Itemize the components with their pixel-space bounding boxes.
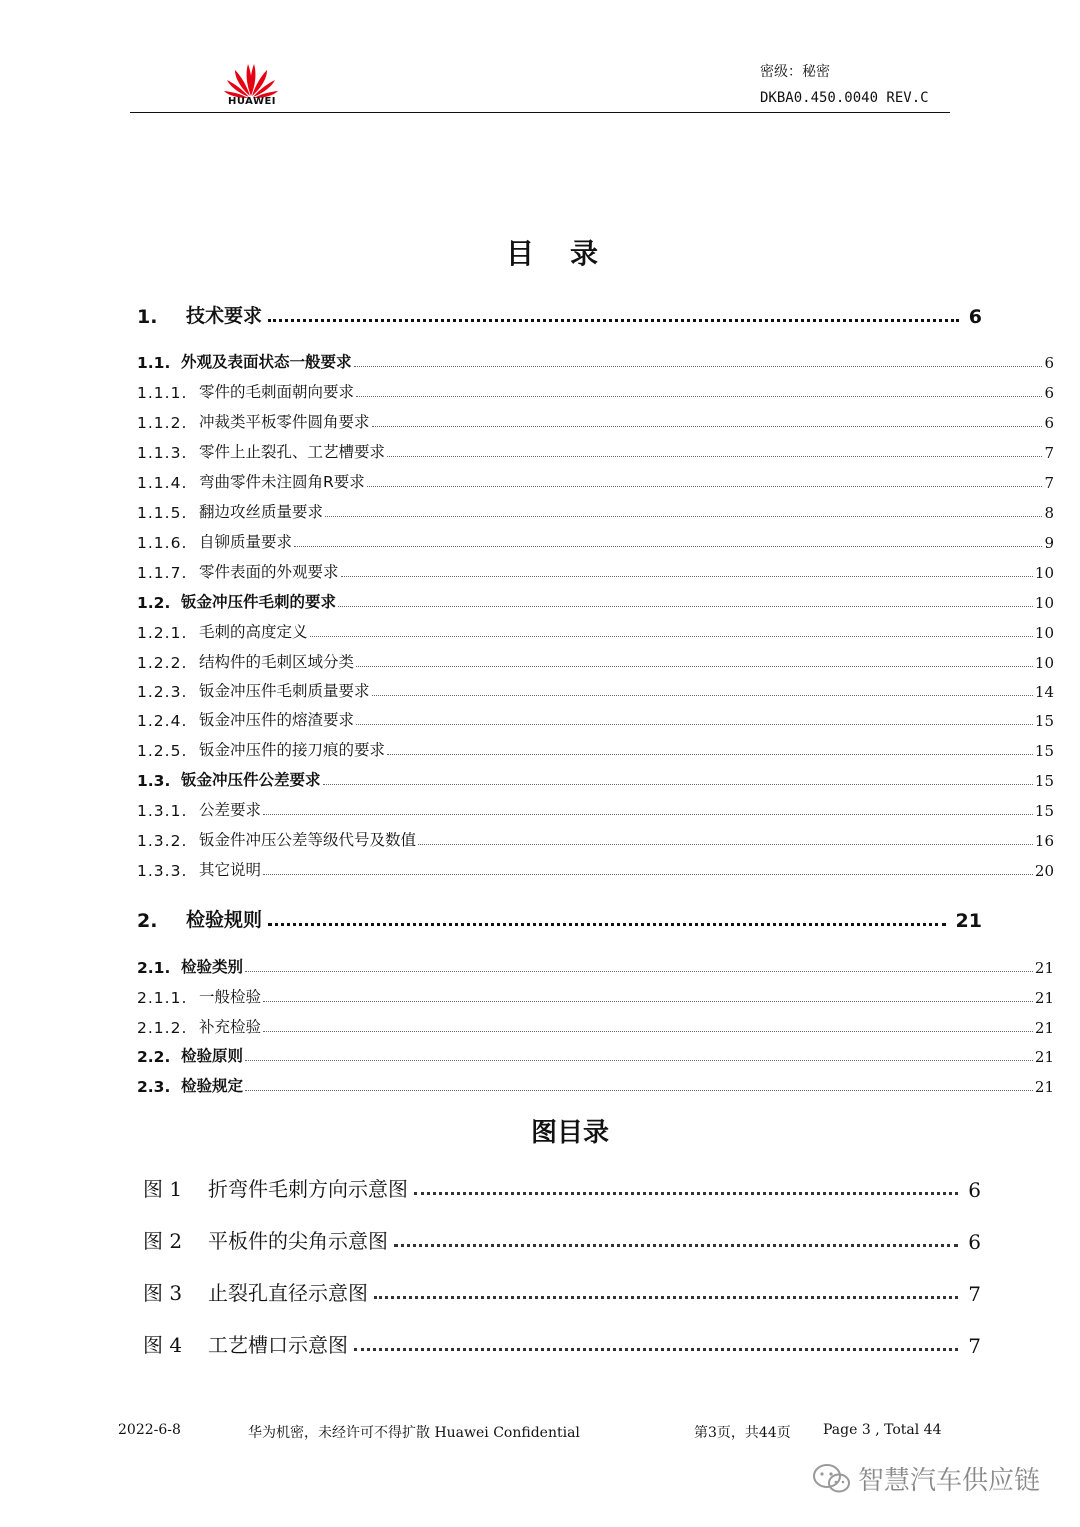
watermark: [812, 1460, 1040, 1497]
toc-leader-dots: [268, 923, 946, 926]
toc-leader-dots: [418, 844, 1033, 845]
toc-entry[interactable]: [137, 650, 1054, 672]
toc-entry-page: 15: [1034, 712, 1054, 730]
footer-page-cn: 第3页，共44页: [694, 1425, 791, 1441]
figure-page: 7: [968, 1282, 981, 1306]
toc-entry-label: 其它说明: [199, 861, 262, 879]
toc-entry[interactable]: [137, 955, 1054, 977]
toc-entry-label: 钣金冲压件公差要求: [181, 771, 321, 789]
figure-number: 图 4: [143, 1333, 183, 1357]
toc-entry[interactable]: [137, 708, 1054, 730]
toc-entry-label: 补充检验: [199, 1018, 262, 1036]
figure-leader-dots: [394, 1244, 958, 1247]
toc-entry-page: 16: [1034, 832, 1054, 850]
toc-entry-number: 1.3.: [137, 772, 171, 790]
toc-leader-dots: [356, 666, 1033, 667]
toc-entry[interactable]: [137, 440, 1054, 462]
watermark-text: 智慧汽车供应链: [858, 1466, 1041, 1496]
toc-entry-label: 翻边攻丝质量要求: [199, 503, 324, 521]
figure-page: 7: [968, 1334, 981, 1358]
toc-entry[interactable]: [137, 858, 1054, 880]
toc-leader-dots: [245, 971, 1033, 972]
toc-entry-number: 2.3.: [137, 1078, 171, 1096]
toc-entry-label: 钣金冲压件毛刺质量要求: [199, 682, 370, 700]
toc-entry-page: 21: [1034, 1019, 1054, 1037]
toc-leader-dots: [294, 546, 1042, 547]
toc-entry[interactable]: [137, 470, 1054, 492]
toc-leader-dots: [356, 396, 1042, 397]
toc-entry[interactable]: [137, 560, 1054, 582]
toc-entry[interactable]: [137, 1015, 1054, 1037]
toc-leader-dots: [263, 1001, 1033, 1002]
toc-leader-dots: [323, 784, 1033, 785]
toc-entry-label: 毛刺的高度定义: [199, 623, 308, 641]
toc-entry[interactable]: [137, 798, 1054, 820]
toc-entry-number: 2.2.: [137, 1048, 171, 1066]
toc-leader-dots: [325, 516, 1042, 517]
figure-leader-dots: [414, 1192, 958, 1195]
toc-entry-page: 9: [1044, 534, 1054, 552]
figure-number: 图 2: [143, 1229, 183, 1253]
toc-entry-page: 15: [1034, 772, 1054, 790]
toc-entry-label: 结构件的毛刺区域分类: [199, 653, 355, 671]
toc-entry-page: 6: [1044, 414, 1054, 432]
toc-entry-label: 钣金件冲压公差等级代号及数值: [199, 831, 417, 849]
toc-entry-number: 1.2.3.: [137, 683, 188, 701]
toc-leader-dots: [245, 1060, 1033, 1061]
toc-leader-dots: [263, 874, 1033, 875]
toc-entry-number: 1.2.1.: [137, 624, 188, 642]
toc-entry-number: 1.1.7.: [137, 564, 188, 582]
toc-entry[interactable]: [137, 679, 1054, 701]
toc-entry-label: 自铆质量要求: [199, 533, 293, 551]
wechat-icon: [812, 1462, 852, 1496]
toc-entry-page: 6: [1044, 354, 1054, 372]
footer-page-en: Page 3 , Total 44: [823, 1422, 942, 1438]
figure-label: 工艺槽口示意图: [208, 1333, 348, 1357]
logo-text: HUAWEI: [227, 96, 277, 107]
header-divider: [130, 112, 950, 113]
figure-page: 6: [968, 1178, 981, 1202]
classification-label: 密级：秘密: [760, 64, 830, 80]
toc-entry-label: 检验原则: [181, 1047, 244, 1065]
toc-leader-dots: [263, 1031, 1033, 1032]
toc-entry-page: 14: [1034, 683, 1054, 701]
toc-entry-label: 钣金冲压件的接刀痕的要求: [199, 741, 386, 759]
toc-entry[interactable]: [137, 1044, 1054, 1066]
toc-entry-page: 15: [1034, 742, 1054, 760]
toc-entry-number: 1.2.2.: [137, 654, 188, 672]
footer-date: 2022-6-8: [118, 1422, 181, 1438]
toc-leader-dots: [354, 366, 1043, 367]
toc-entry-page: 7: [1044, 444, 1054, 462]
toc-entry-number: 1.3.3.: [137, 862, 188, 880]
toc-leader-dots: [268, 319, 959, 322]
toc-entry-page: 10: [1034, 594, 1054, 612]
figure-number: 图 3: [143, 1281, 183, 1305]
toc-entry-number: 1.1.4.: [137, 474, 188, 492]
toc-entry-page: 20: [1034, 862, 1054, 880]
toc-entry-page: 15: [1034, 802, 1054, 820]
toc-entry-label: 外观及表面状态一般要求: [181, 353, 352, 371]
toc-entry-label: 冲裁类平板零件圆角要求: [199, 413, 370, 431]
figure-leader-dots: [374, 1296, 958, 1299]
toc-leader-dots: [367, 486, 1043, 487]
figure-label: 折弯件毛刺方向示意图: [208, 1177, 408, 1201]
toc-leader-dots: [372, 695, 1033, 696]
toc-entry-number: 1.1.: [137, 354, 171, 372]
document-number: DKBA0.450.0040 REV.C: [760, 90, 929, 106]
toc-entry-page: 21: [1034, 989, 1054, 1007]
toc-entry-page: 8: [1044, 504, 1054, 522]
toc-leader-dots: [372, 426, 1043, 427]
toc-entry[interactable]: [137, 350, 1054, 372]
toc-entry-page: 21: [955, 910, 982, 932]
toc-entry[interactable]: [137, 500, 1054, 522]
toc-entry-number: 1.2.: [137, 594, 171, 612]
toc-entry[interactable]: [137, 410, 1054, 432]
figure-label: 平板件的尖角示意图: [208, 1229, 388, 1253]
toc-entry-page: 10: [1034, 624, 1054, 642]
toc-entry-page: 21: [1034, 959, 1054, 977]
figure-entry[interactable]: [143, 1328, 981, 1358]
toc-entry-label: 检验规定: [181, 1077, 244, 1095]
toc-leader-dots: [341, 576, 1033, 577]
figure-page: 6: [968, 1230, 981, 1254]
toc-entry[interactable]: [137, 530, 1054, 552]
toc-entry[interactable]: [137, 620, 1054, 642]
toc-entry-label: 零件上止裂孔、工艺槽要求: [199, 443, 386, 461]
toc-entry[interactable]: [137, 985, 1054, 1007]
toc-entry[interactable]: [137, 738, 1054, 760]
figure-number: 图 1: [143, 1177, 183, 1201]
toc-leader-dots: [263, 814, 1033, 815]
toc-entry-number: 1.3.1.: [137, 802, 188, 820]
toc-entry-label: 零件的毛刺面朝向要求: [199, 383, 355, 401]
toc-entry-label: 检验类别: [181, 958, 244, 976]
figure-leader-dots: [354, 1348, 958, 1351]
toc-entry-label: 零件表面的外观要求: [199, 563, 339, 581]
toc-entry-number: 1.2.4.: [137, 712, 188, 730]
toc-leader-dots: [310, 636, 1033, 637]
figures-title: 图目录: [530, 1118, 609, 1148]
toc-entry-label: 钣金冲压件毛刺的要求: [181, 593, 337, 611]
toc-entry[interactable]: [137, 1074, 1054, 1096]
toc-entry-page: 7: [1044, 474, 1054, 492]
toc-entry-label: 检验规则: [186, 909, 263, 931]
figure-entry[interactable]: [143, 1276, 981, 1306]
toc-entry[interactable]: [137, 828, 1054, 850]
toc-leader-dots: [387, 456, 1042, 457]
toc-entry-number: 1.1.5.: [137, 504, 188, 522]
page-title: 目录: [505, 237, 634, 270]
figure-label: 止裂孔直径示意图: [208, 1281, 368, 1305]
toc-entry[interactable]: [137, 300, 982, 328]
toc-entry-page: 6: [1044, 384, 1054, 402]
figure-entry[interactable]: [143, 1172, 981, 1202]
toc-entry-number: 2.1.2.: [137, 1019, 188, 1037]
toc-entry-page: 6: [968, 306, 982, 328]
toc-entry-number: 1.: [137, 306, 158, 328]
toc-leader-dots: [338, 606, 1033, 607]
toc-entry-label: 公差要求: [199, 801, 262, 819]
toc-entry-page: 10: [1034, 654, 1054, 672]
toc-entry-number: 2.1.1.: [137, 989, 188, 1007]
toc-entry[interactable]: [137, 768, 1054, 790]
toc-entry-page: 10: [1034, 564, 1054, 582]
toc-entry-page: 21: [1034, 1048, 1054, 1066]
toc-entry[interactable]: [137, 590, 1054, 612]
toc-entry-number: 1.1.6.: [137, 534, 188, 552]
toc-entry-number: 2.1.: [137, 959, 171, 977]
footer-confidential: 华为机密，未经许可不得扩散 Huawei Confidential: [248, 1425, 580, 1441]
toc-leader-dots: [356, 724, 1033, 725]
toc-entry-number: 1.1.1.: [137, 384, 188, 402]
toc-entry-number: 1.3.2.: [137, 832, 188, 850]
toc-entry-page: 21: [1034, 1078, 1054, 1096]
toc-entry-number: 1.1.2.: [137, 414, 188, 432]
toc-leader-dots: [245, 1090, 1033, 1091]
toc-entry-label: 技术要求: [186, 305, 263, 327]
figure-entry[interactable]: [143, 1224, 981, 1254]
toc-entry-label: 钣金冲压件的熔渣要求: [199, 711, 355, 729]
toc-entry-number: 1.1.3.: [137, 444, 188, 462]
toc-entry[interactable]: [137, 904, 982, 932]
toc-leader-dots: [387, 754, 1033, 755]
toc-entry[interactable]: [137, 380, 1054, 402]
toc-entry-number: 1.2.5.: [137, 742, 188, 760]
toc-entry-number: 2.: [137, 910, 158, 932]
toc-entry-label: 弯曲零件未注圆角R要求: [199, 473, 365, 491]
toc-entry-label: 一般检验: [199, 988, 262, 1006]
